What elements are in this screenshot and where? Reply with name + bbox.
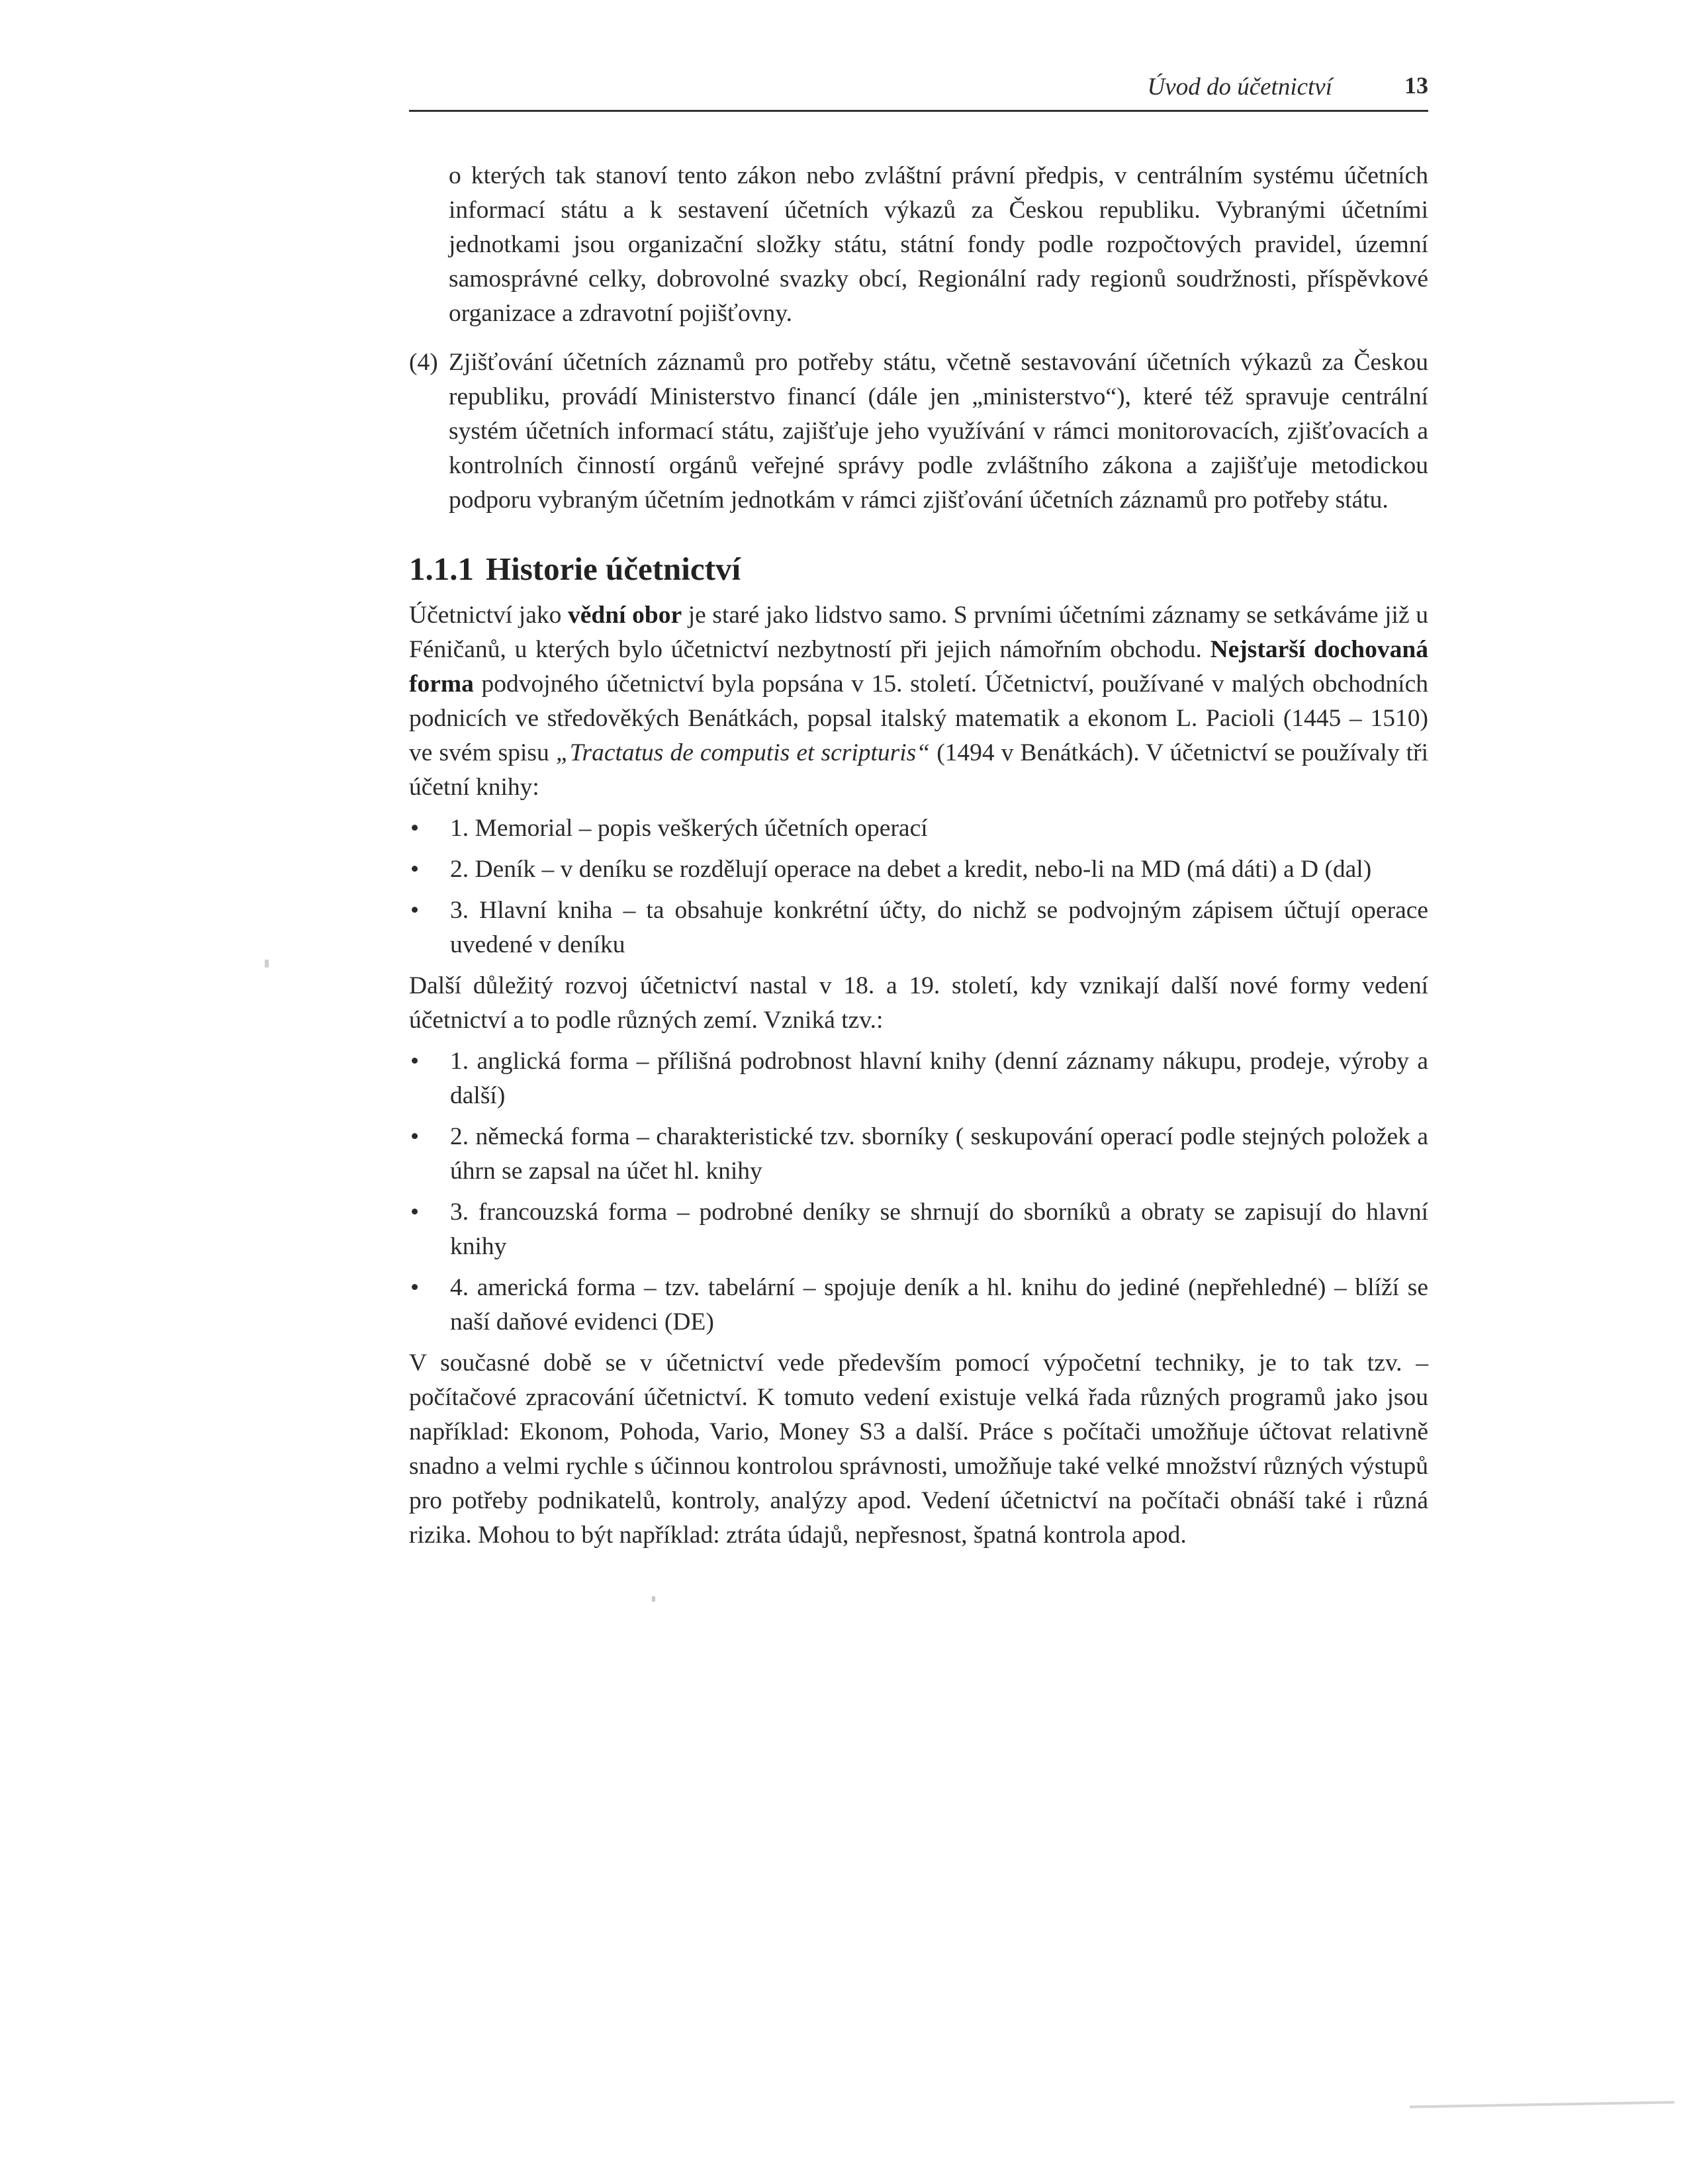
intro-continuation-paragraph: o kterých tak stanoví tento zákon nebo zvláštní právní předpis, v centrálním systému účetních informací státu a k sestavení účetních výkazů za Českou republiku. Vybranými účetními jednotkami jsou organizační složky státu, státní fondy podle rozpočtových pravidel, územní samosprávné celky, dobrovolné svazky obcí, Regionální rady regionů soudržnosti, příspěvkové organizace a zdravotní pojišťovny. — [449, 162, 1428, 327]
list-item-text: 3. Hlavní kniha – ta obsahuje konkrétní účty, do nichž se podvojným zápisem účtují operace uvedené v deníku — [450, 897, 1428, 958]
bullet-icon: • — [410, 1048, 420, 1075]
bullet-icon: • — [410, 856, 420, 883]
list-item — [409, 1044, 1428, 1113]
section-heading — [409, 549, 1428, 589]
list-item-text: 1. anglická forma – přílišná podrobnost hlavní knihy (denní záznamy nákupu, prodeje, výroby a další) — [450, 1048, 1428, 1109]
scan-artifact — [1410, 2101, 1674, 2109]
list-item-text: 4. americká forma – tzv. tabelární – spojuje deník a hl. knihu do jediné (nepřehledné) – blíží se naší daňové evidenci (DE) — [450, 1274, 1428, 1336]
list-item-text: 2. německá forma – charakteristické tzv. sborníky ( seskupování operací podle stejných položek a úhrn se zapsal na účet hl. knihy — [450, 1123, 1428, 1185]
section-number: 1.1.1 — [409, 551, 474, 587]
section-title: Historie účetnictví — [486, 551, 741, 587]
list-item — [409, 893, 1428, 962]
bullet-icon: • — [410, 897, 420, 924]
header-title: Úvod do účetnictví — [1147, 73, 1332, 101]
scan-artifact — [265, 960, 269, 968]
page-number: 13 — [1404, 72, 1428, 99]
account-books-list — [409, 811, 1428, 962]
history-paragraph — [409, 598, 1428, 805]
history-bold-2: Nejstarší dochovaná forma — [409, 636, 1428, 698]
list-item-text: 1. Memorial – popis veškerých účetních operací — [450, 815, 928, 842]
history-text-1: Účetnictví jako — [409, 602, 568, 629]
list-item — [409, 1195, 1428, 1264]
clause-text: Zjišťování účetních záznamů pro potřeby státu, včetně sestavování účetních výkazů za Českou republiku, provádí Ministerstvo financí (dále jen „ministerstvo“), které též spravuje centrální systém účetních informací státu, zajišťuje jeho využívání v rámci monitorovacích, zjišťovacích a kontrolních činností orgánů veřejné správy podle zvláštního zákona a zajišťuje metodickou podporu vybraným účetním jednotkám v rámci zjišťování účetních záznamů pro potřeby státu. — [449, 349, 1428, 514]
list-item — [409, 811, 1428, 846]
list-item — [409, 1120, 1428, 1189]
bullet-icon: • — [410, 1199, 420, 1226]
present-day-paragraph: V současné době se v účetnictví vede především pomocí výpočetní techniky, je to tak tzv. – počítačové zpracování účetnictví. K tomuto vedení existuje velká řada různých programů jako jsou například: Ekonom, Pohoda, Vario, Money S3 a další. Práce s počítači umožňuje účtovat relativně snadno a velmi rychle s účinnou kontrolou správnosti, umožňuje také velké množství různých výstupů pro potřeby podnikatelů, kontroly, analýzy apod. Vedení účetnictví na počítači obnáší také i různá rizika. Mohou to být například: ztráta údajů, nepřesnost, špatná kontrola apod. — [409, 1349, 1428, 1549]
page-content — [409, 159, 1428, 1553]
list-item — [409, 852, 1428, 887]
clause-number: (4) — [409, 349, 438, 376]
history-italic-title: „Tractatus de computis et scripturis“ — [555, 739, 931, 766]
bullet-icon: • — [410, 815, 420, 842]
bullet-icon: • — [410, 1274, 420, 1301]
scan-artifact — [652, 1596, 655, 1602]
development-paragraph: Další důležitý rozvoj účetnictví nastal v 18. a 19. století, kdy vznikají další nové formy vedení účetnictví a to podle různých zemí. Vzniká tzv.: — [409, 972, 1428, 1034]
accounting-forms-list — [409, 1044, 1428, 1340]
running-header — [409, 69, 1428, 112]
clause-4 — [409, 345, 1428, 518]
list-item-text: 3. francouzská forma – podrobné deníky se shrnují do sborníků a obraty se zapisují do hlavní knihy — [450, 1199, 1428, 1260]
history-text-4: (1494 v Benátkách). V účetnictví se používaly tři účetní knihy: — [409, 739, 1428, 801]
history-text-3: podvojného účetnictví byla popsána v 15. století. Účetnictví, používané v malých obchodních podnicích ve středověkých Benátkách, popsal italský matematik a ekonom L. Pacioli (1445 – 1510) ve svém spisu — [409, 670, 1428, 766]
history-bold-1: vědní obor — [567, 602, 682, 629]
bullet-icon: • — [410, 1123, 420, 1150]
history-text-2: je staré jako lidstvo samo. S prvními účetními záznamy se setkáváme již u Féničanů, u kterých bylo účetnictví nezbytností při jejich námořním obchodu. — [409, 602, 1428, 663]
list-item — [409, 1271, 1428, 1340]
list-item-text: 2. Deník – v deníku se rozdělují operace na debet a kredit, nebo-li na MD (má dáti) a D (dal) — [450, 856, 1372, 883]
